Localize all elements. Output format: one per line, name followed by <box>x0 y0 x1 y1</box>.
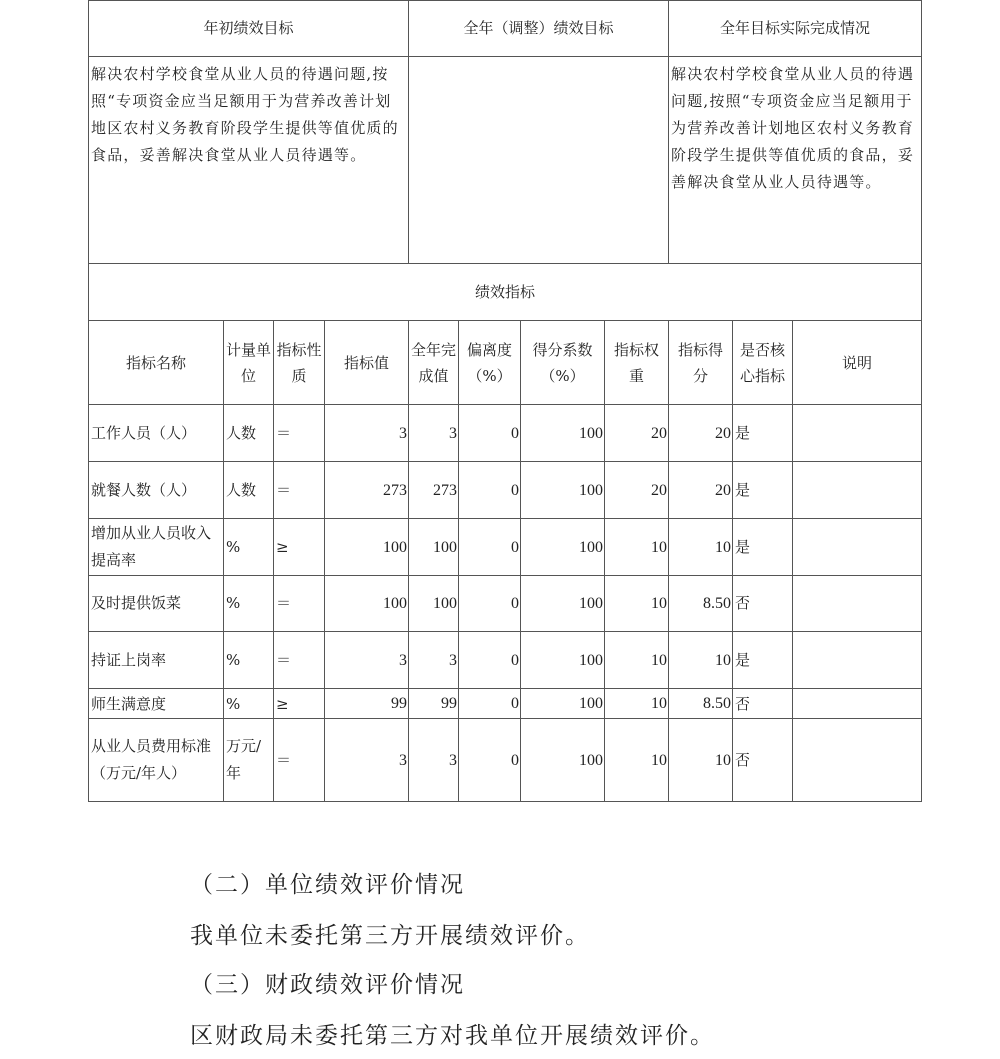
indicator-target: 3 <box>325 632 409 689</box>
goals-content-row <box>89 57 922 264</box>
adjusted-goal-text <box>409 57 669 264</box>
col-header-unit: 计量单位 <box>224 321 274 405</box>
indicator-score: 20 <box>669 405 733 462</box>
indicator-deviation: 0 <box>459 576 521 632</box>
col-header-core: 是否核心指标 <box>733 321 793 405</box>
indicator-unit: % <box>224 576 274 632</box>
indicator-score: 20 <box>669 462 733 519</box>
indicator-deviation: 0 <box>459 632 521 689</box>
indicator-weight: 10 <box>605 576 669 632</box>
indicator-name: 师生满意度 <box>89 689 224 719</box>
col-header-weight: 指标权重 <box>605 321 669 405</box>
indicator-weight: 10 <box>605 719 669 802</box>
indicator-name: 持证上岗率 <box>89 632 224 689</box>
indicator-deviation: 0 <box>459 405 521 462</box>
adjusted-goal-header: 全年（调整）绩效目标 <box>409 1 669 57</box>
col-header-score: 指标得分 <box>669 321 733 405</box>
indicator-unit: 人数 <box>224 405 274 462</box>
indicator-actual: 100 <box>409 576 459 632</box>
indicator-name: 增加从业人员收入提高率 <box>89 519 224 576</box>
indicator-name: 从业人员费用标准（万元/年人） <box>89 719 224 802</box>
col-header-actual: 全年完成值 <box>409 321 459 405</box>
indicator-score: 8.50 <box>669 689 733 719</box>
indicator-unit: 人数 <box>224 462 274 519</box>
indicator-target: 99 <box>325 689 409 719</box>
indicator-name: 工作人员（人） <box>89 405 224 462</box>
indicator-row <box>89 519 922 576</box>
indicator-note <box>793 632 922 689</box>
indicator-row <box>89 462 922 519</box>
indicator-unit: % <box>224 519 274 576</box>
indicator-coef: 100 <box>521 689 605 719</box>
indicator-note <box>793 576 922 632</box>
indicator-coef: 100 <box>521 405 605 462</box>
indicator-deviation: 0 <box>459 519 521 576</box>
col-header-note: 说明 <box>793 321 922 405</box>
indicator-target: 100 <box>325 519 409 576</box>
col-header-target: 指标值 <box>325 321 409 405</box>
indicator-actual: 99 <box>409 689 459 719</box>
indicator-target: 3 <box>325 719 409 802</box>
indicator-actual: 3 <box>409 719 459 802</box>
indicator-note <box>793 519 922 576</box>
section-body-unit-evaluation: 我单位未委托第三方开展绩效评价。 <box>190 923 590 949</box>
indicators-title-row <box>89 264 922 321</box>
indicator-weight: 10 <box>605 632 669 689</box>
indicator-deviation: 0 <box>459 462 521 519</box>
indicator-note <box>793 405 922 462</box>
indicator-coef: 100 <box>521 632 605 689</box>
col-header-deviation: 偏离度（%） <box>459 321 521 405</box>
indicator-core-flag: 否 <box>733 689 793 719</box>
indicators-header-row <box>89 321 922 405</box>
indicator-score: 8.50 <box>669 576 733 632</box>
indicator-core-flag: 是 <box>733 405 793 462</box>
indicator-coef: 100 <box>521 462 605 519</box>
section-body-finance-evaluation: 区财政局未委托第三方对我单位开展绩效评价。 <box>190 1023 715 1049</box>
indicator-target: 100 <box>325 576 409 632</box>
section-title-finance-evaluation: （三）财政绩效评价情况 <box>190 972 465 998</box>
indicator-nature: ＝ <box>274 576 325 632</box>
indicator-nature: ＝ <box>274 462 325 519</box>
indicator-unit: % <box>224 632 274 689</box>
indicator-coef: 100 <box>521 576 605 632</box>
indicator-score: 10 <box>669 632 733 689</box>
indicator-weight: 10 <box>605 689 669 719</box>
indicator-target: 3 <box>325 405 409 462</box>
indicator-row <box>89 719 922 802</box>
indicators-section-title: 绩效指标 <box>89 264 922 321</box>
indicator-coef: 100 <box>521 519 605 576</box>
indicator-target: 273 <box>325 462 409 519</box>
indicator-actual: 3 <box>409 405 459 462</box>
col-header-name: 指标名称 <box>89 321 224 405</box>
indicator-core-flag: 是 <box>733 462 793 519</box>
indicator-core-flag: 是 <box>733 519 793 576</box>
indicator-score: 10 <box>669 719 733 802</box>
indicator-row <box>89 632 922 689</box>
col-header-coef: 得分系数（%） <box>521 321 605 405</box>
indicator-unit: % <box>224 689 274 719</box>
indicator-row <box>89 576 922 632</box>
indicator-note <box>793 462 922 519</box>
indicator-weight: 20 <box>605 462 669 519</box>
initial-goal-header: 年初绩效目标 <box>89 1 409 57</box>
indicator-deviation: 0 <box>459 689 521 719</box>
actual-completion-text: 解决农村学校食堂从业人员的待遇问题,按照“专项资金应当足额用于为营养改善计划地区农村义务教育阶段学生提供等值优质的食品，妥善解决食堂从业人员待遇等。 <box>669 57 922 264</box>
indicator-name: 就餐人数（人） <box>89 462 224 519</box>
initial-goal-text: 解决农村学校食堂从业人员的待遇问题,按照“专项资金应当足额用于为营养改善计划地区农村义务教育阶段学生提供等值优质的食品，妥善解决食堂从业人员待遇等。 <box>89 57 409 264</box>
indicator-deviation: 0 <box>459 719 521 802</box>
col-header-nature: 指标性质 <box>274 321 325 405</box>
indicator-row <box>89 405 922 462</box>
indicator-actual: 273 <box>409 462 459 519</box>
indicator-core-flag: 否 <box>733 719 793 802</box>
goals-header-row <box>89 1 922 57</box>
indicator-unit: 万元/年 <box>224 719 274 802</box>
indicator-nature: ＝ <box>274 632 325 689</box>
section-title-unit-evaluation: （二）单位绩效评价情况 <box>190 872 465 898</box>
performance-table <box>88 0 922 802</box>
indicator-row <box>89 689 922 719</box>
indicator-nature: ≥ <box>274 689 325 719</box>
indicator-nature: ≥ <box>274 519 325 576</box>
actual-completion-header: 全年目标实际完成情况 <box>669 1 922 57</box>
indicator-actual: 100 <box>409 519 459 576</box>
indicator-name: 及时提供饭菜 <box>89 576 224 632</box>
indicator-score: 10 <box>669 519 733 576</box>
indicator-coef: 100 <box>521 719 605 802</box>
indicator-core-flag: 否 <box>733 576 793 632</box>
indicator-nature: ＝ <box>274 719 325 802</box>
indicator-note <box>793 689 922 719</box>
indicator-core-flag: 是 <box>733 632 793 689</box>
indicator-weight: 20 <box>605 405 669 462</box>
indicator-note <box>793 719 922 802</box>
indicator-weight: 10 <box>605 519 669 576</box>
indicator-nature: ＝ <box>274 405 325 462</box>
indicator-actual: 3 <box>409 632 459 689</box>
